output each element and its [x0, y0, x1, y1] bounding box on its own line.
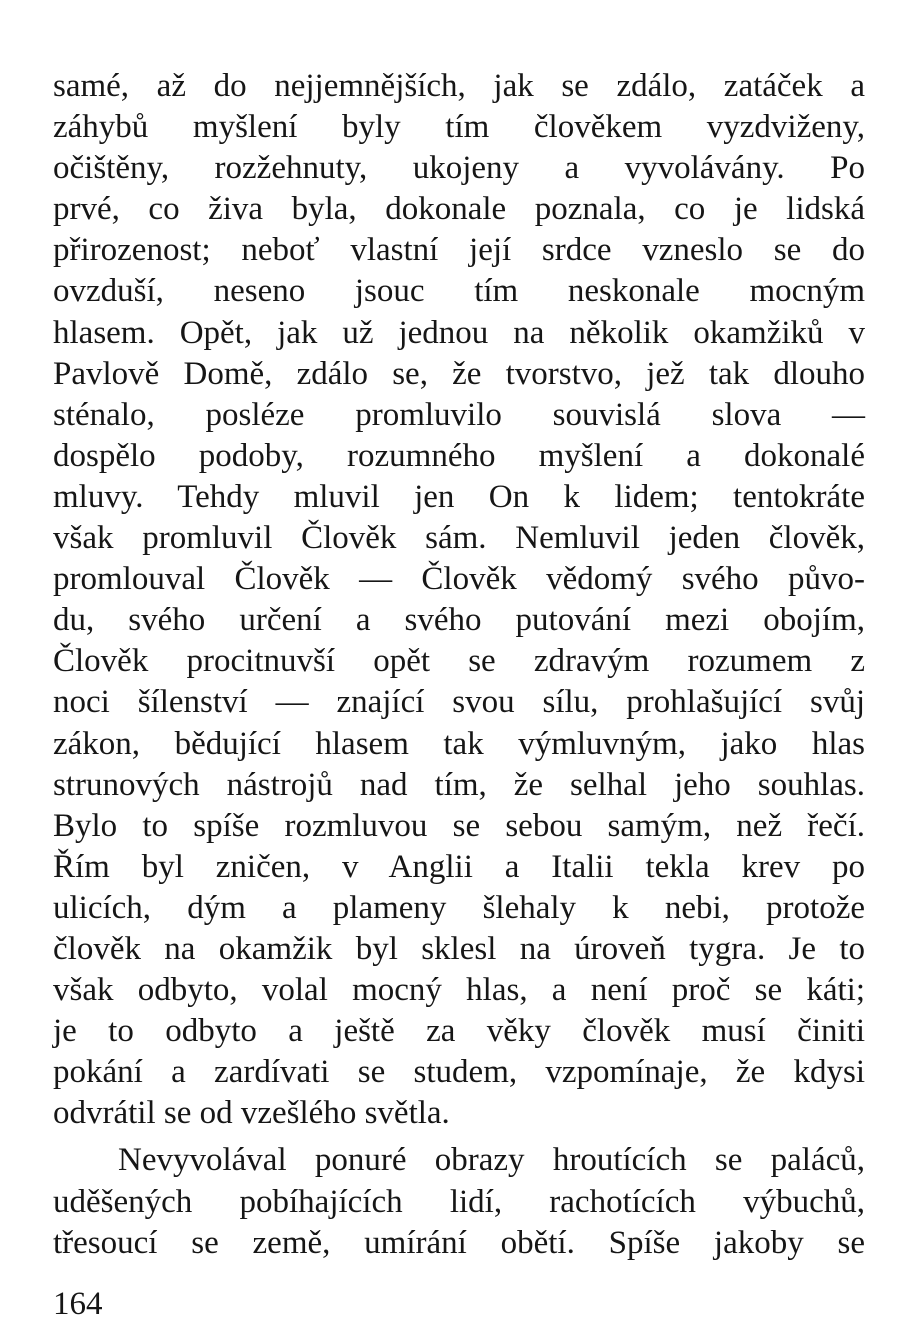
text-line: strunových nástrojů nad tím, že selhal jeho souhlas. — [53, 766, 865, 803]
text-line: samé, až do nejjemnějších, jak se zdálo, zatáček a — [53, 68, 865, 104]
text-line: prvé, co živa byla, dokonale poznala, co je lidská — [53, 191, 865, 228]
paragraph-1 — [53, 66, 865, 1134]
text-line: zákon, bědující hlasem tak výmluvným, jako hlas — [53, 725, 865, 762]
text-line: dospělo podoby, rozumného myšlení a dokonalé — [53, 437, 865, 474]
text-line: třesoucí se země, umírání obětí. Spíše jakoby se — [53, 1224, 865, 1261]
text-line: však promluvil Člověk sám. Nemluvil jeden člověk, — [53, 520, 865, 557]
text-line: promlouval Člověk — Člověk vědomý svého půvo- — [53, 561, 865, 598]
text-line: Pavlově Domě, zdálo se, že tvorstvo, jež tak dlouho — [53, 355, 865, 392]
text-line: Člověk procitnuvší opět se zdravým rozumem z — [53, 643, 865, 680]
text-line: odvrátil se od vzešlého světla. — [53, 1095, 450, 1132]
text-line: přirozenost; neboť vlastní její srdce vzneslo se do — [53, 232, 865, 269]
text-line: noci šílenství — znající svou sílu, prohlašující svůj — [53, 684, 865, 721]
paragraph-2 — [53, 1140, 865, 1263]
text-line: Nevyvolával ponuré obrazy hroutících se paláců, — [118, 1142, 865, 1179]
text-line: sténalo, posléze promluvilo souvislá slova — — [53, 396, 865, 433]
text-line: uděšených pobíhajících lidí, rachotících výbuchů, — [53, 1183, 865, 1220]
text-line: Řím byl zničen, v Anglii a Italii tekla krev po — [53, 848, 865, 885]
text-line: hlasem. Opět, jak už jednou na několik okamžiků v — [53, 314, 865, 351]
text-line: pokání a zardívati se studem, vzpomínaje, že kdysi — [53, 1054, 865, 1091]
text-line: je to odbyto a ještě za věky člověk musí činiti — [53, 1013, 865, 1050]
text-line: Bylo to spíše rozmluvou se sebou samým, než řečí. — [53, 807, 865, 844]
text-line: však odbyto, volal mocný hlas, a není proč se káti; — [53, 972, 865, 1009]
text-line: člověk na okamžik byl sklesl na úroveň tygra. Je to — [53, 930, 865, 967]
text-line: záhybů myšlení byly tím člověkem vyzdviženy, — [53, 109, 865, 146]
text-line: du, svého určení a svého putování mezi obojím, — [53, 602, 865, 639]
page-number: 164 — [53, 1286, 103, 1322]
text-line: ovzduší, neseno jsouc tím neskonale mocným — [53, 273, 865, 310]
text-line: ulicích, dým a plameny šlehaly k nebi, protože — [53, 889, 865, 926]
page-text — [53, 66, 865, 1264]
text-line: mluvy. Tehdy mluvil jen On k lidem; tentokráte — [53, 478, 865, 515]
text-line: očištěny, rozžehnuty, ukojeny a vyvolávány. Po — [53, 150, 865, 187]
